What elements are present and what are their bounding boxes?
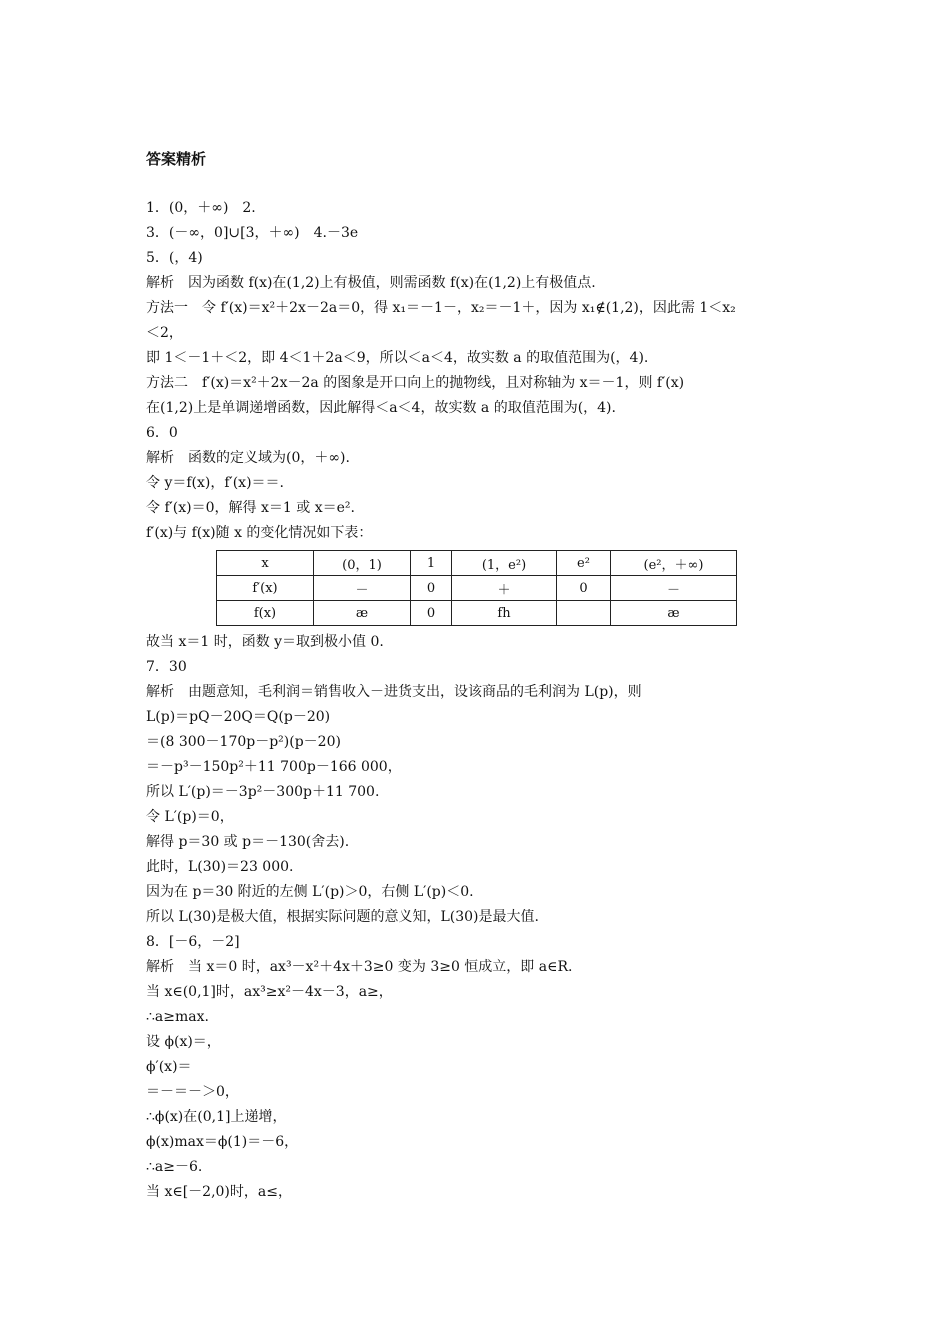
text-line: L(p)＝pQ－20Q＝Q(p－20) [146, 709, 331, 725]
text-line: 解得 p＝30 或 p＝－130(舍去). [146, 834, 350, 850]
text-line: 解析 由题意知，毛利润＝销售收入－进货支出，设该商品的毛利润为 L(p)，则 [146, 684, 642, 700]
text-line: ＝－＝－＞0， [146, 1084, 239, 1100]
table-cell: æ [314, 601, 411, 626]
text-line: 8．[－6，－2] [146, 934, 240, 950]
table-cell: æ [611, 601, 737, 626]
text-line: 设 ϕ(x)＝， [146, 1034, 221, 1050]
text-line: ∴a≥－6. [146, 1159, 203, 1175]
table-cell: (e²，＋∞) [611, 551, 737, 576]
text-line: f′(x)与 f(x)随 x 的变化情况如下表： [146, 525, 373, 541]
section-title: 答案精析 [146, 150, 207, 168]
text-line: ＜2， [146, 325, 183, 341]
variation-table [216, 550, 737, 626]
text-line: 方法二 f′(x)＝x²＋2x－2a 的图象是开口向上的抛物线，且对称轴为 x＝－1，则 f′(x) [146, 375, 685, 391]
text-line: 令 f′(x)＝0，解得 x＝1 或 x＝e². [146, 500, 355, 516]
text-line: 方法一 令 f′(x)＝x²＋2x－2a＝0，得 x₁＝－1－，x₂＝－1＋，因为 x₁∉(1,2)，因此需 1＜x₂ [146, 300, 736, 316]
table-row [217, 601, 737, 626]
table-cell: f′(x) [217, 576, 314, 601]
text-line: ϕ′(x)＝ [146, 1059, 192, 1075]
text-line: 5．(，4) [146, 250, 203, 266]
text-line: 7．30 [146, 659, 187, 675]
text-line: 解析 因为函数 f(x)在(1,2)上有极值，则需函数 f(x)在(1,2)上有极值点. [146, 275, 596, 291]
text-line: 此时，L(30)＝23 000. [146, 859, 294, 875]
text-line: 所以 L(30)是极大值，根据实际问题的意义知，L(30)是最大值. [146, 909, 539, 925]
table-cell [557, 601, 611, 626]
table-cell: 1 [411, 551, 452, 576]
text-line: 因为在 p＝30 附近的左侧 L′(p)＞0，右侧 L′(p)＜0. [146, 884, 474, 900]
table-cell: 0 [557, 576, 611, 601]
text-line: 令 y＝f(x)，f′(x)＝＝. [146, 475, 284, 491]
table-cell: fh [452, 601, 557, 626]
table-cell: (0，1) [314, 551, 411, 576]
table-cell: 0 [411, 601, 452, 626]
text-line: 即 1＜－1＋＜2，即 4＜1＋2a＜9，所以＜a＜4，故实数 a 的取值范围为(，4). [146, 350, 649, 366]
table-cell: (1，e²) [452, 551, 557, 576]
text-line: 解析 函数的定义域为(0，＋∞). [146, 450, 350, 466]
text-line: 1．(0，＋∞) 2. [146, 200, 256, 216]
table-cell: － [314, 576, 411, 601]
table-cell: e² [557, 551, 611, 576]
text-line: 故当 x＝1 时，函数 y＝取到极小值 0. [146, 634, 384, 650]
text-line: 所以 L′(p)＝－3p²－300p＋11 700. [146, 784, 380, 800]
text-line: ϕ(x)max＝ϕ(1)＝－6， [146, 1134, 299, 1150]
table-cell: x [217, 551, 314, 576]
text-line: ＝(8 300－170p－p²)(p－20) [146, 734, 341, 750]
table-cell: f(x) [217, 601, 314, 626]
text-line: 3．(－∞，0]∪[3，＋∞) 4.－3e [146, 225, 359, 241]
table-cell: ＋ [452, 576, 557, 601]
text-line: ∴a≥max. [146, 1009, 209, 1025]
table-row [217, 576, 737, 601]
text-line: ∴ϕ(x)在(0,1]上递增， [146, 1109, 287, 1125]
table-row [217, 551, 737, 576]
text-line: 当 x∈(0,1]时，ax³≥x²－4x－3，a≥， [146, 984, 393, 1000]
text-line: 令 L′(p)＝0， [146, 809, 234, 825]
text-line: 当 x∈[－2,0)时，a≤， [146, 1184, 292, 1200]
text-line: 解析 当 x＝0 时，ax³－x²＋4x＋3≥0 变为 3≥0 恒成立，即 a∈R. [146, 959, 573, 975]
text-line: 6．0 [146, 425, 178, 441]
text-line: 在(1,2)上是单调递增函数，因此解得＜a＜4，故实数 a 的取值范围为(，4). [146, 400, 616, 416]
table-cell: － [611, 576, 737, 601]
table-cell: 0 [411, 576, 452, 601]
text-line: ＝－p³－150p²＋11 700p－166 000， [146, 759, 402, 775]
